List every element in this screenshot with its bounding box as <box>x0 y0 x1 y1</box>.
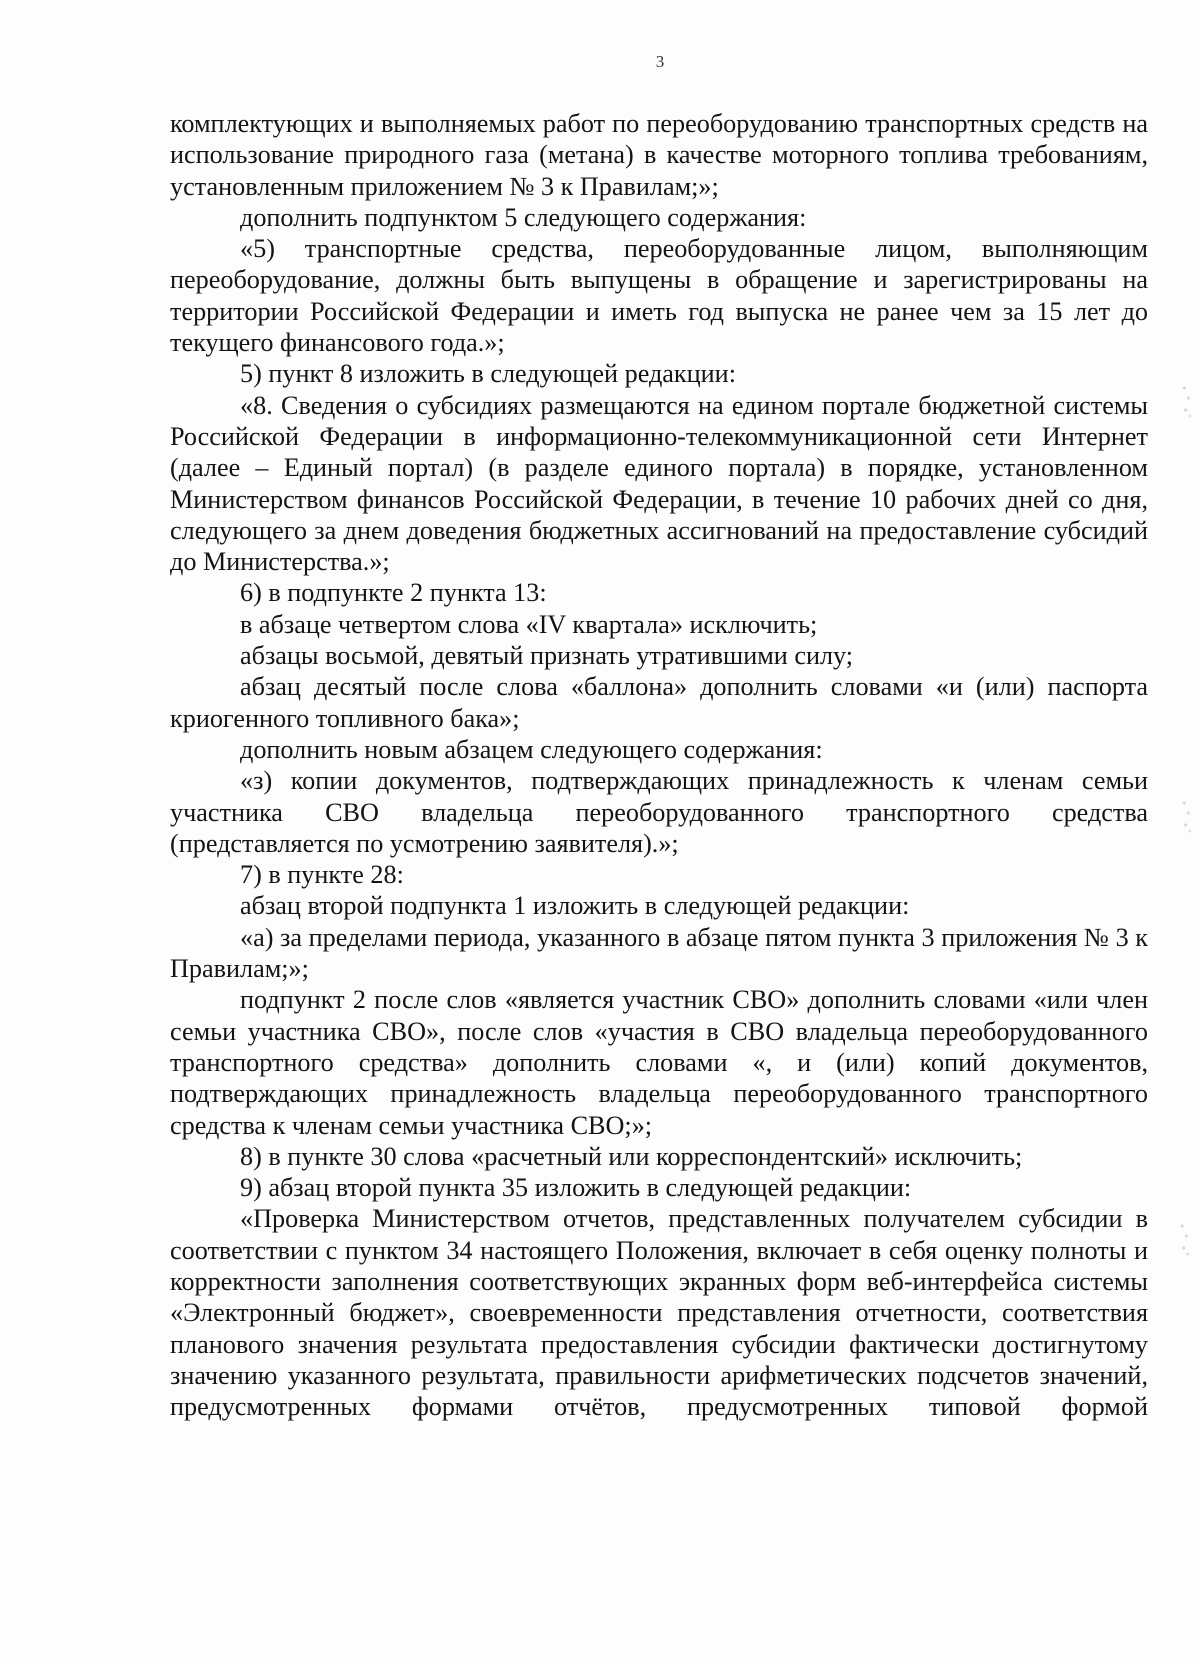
paragraph: 8) в пункте 30 слова «расчетный или корреспондентский» исключить; <box>240 1141 1023 1171</box>
paragraph: комплектующих и выполняемых работ по переоборудованию транспортных средств на использование природного газа (метана) в качестве моторного топлива требованиям, установленным приложением № 3 к Правилам;»; <box>170 109 1148 201</box>
paragraph: абзацы восьмой, девятый признать утратившими силу; <box>240 641 854 671</box>
paragraph: 9) абзац второй пункта 35 изложить в следующей редакции: <box>240 1173 912 1203</box>
scan-artifact <box>1180 380 1194 420</box>
paragraph: 6) в подпункте 2 пункта 13: <box>240 578 547 608</box>
scan-artifact <box>1180 795 1194 835</box>
paragraph: в абзаце четвертом слова «IV квартала» исключить; <box>240 609 818 639</box>
document-body <box>170 108 1148 1422</box>
paragraph: «з) копии документов, подтверждающих принадлежность к членам семьи участника СВО владельца переоборудованного транспортного средства (представляется по усмотрению заявителя).»; <box>170 766 1148 858</box>
paragraph: «8. Сведения о субсидиях размещаются на едином портале бюджетной системы Российской Федерации в информационно-телекоммуникационной сети Интернет (далее – Единый портал) (в разделе единого портала) в порядке, установленном Министерством финансов Российской Федерации, в течение 10 рабочих дней со дня, следующего за днем доведения бюджетных ассигнований на предоставление субсидий до Министерства.»; <box>170 390 1148 577</box>
paragraph: «а) за пределами периода, указанного в абзаце пятом пункта 3 приложения № 3 к Правилам;»; <box>170 922 1148 984</box>
paragraph: подпункт 2 после слов «является участник СВО» дополнить словами «или член семьи участника СВО», после слов «участия в СВО владельца переоборудованного транспортного средства» дополнить словами «, и (или) копий документов, подтверждающих принадлежность владельца переоборудованного транспортного средства к членам семьи участника СВО;»; <box>170 985 1148 1140</box>
paragraph: абзац десятый после слова «баллона» дополнить словами «и (или) паспорта криогенного топливного бака»; <box>170 672 1148 733</box>
paragraph: «5) транспортные средства, переоборудованные лицом, выполняющим переоборудование, должны быть выпущены в обращение и зарегистрированы на территории Российской Федерации и иметь год выпуска не ранее чем за 15 лет до текущего финансового года.»; <box>170 234 1148 358</box>
paragraph: дополнить подпунктом 5 следующего содержания: <box>240 202 807 232</box>
paragraph: «Проверка Министерством отчетов, представленных получателем субсидии в соответствии с пунктом 34 настоящего Положения, включает в себя оценку полноты и корректности заполнения соответствующих экранных форм веб-интерфейса системы «Электронный бюджет», своевременности представления отчетности, соответствия планового значения результата предоставления субсидии фактически достигнутому значению указанного результата, правильности арифметических подсчетов значений, предусмотренных формами отчётов, предусмотренных типовой формой <box>170 1204 1148 1422</box>
paragraph: абзац второй подпункта 1 изложить в следующей редакции: <box>240 891 910 921</box>
paragraph: 5) пункт 8 изложить в следующей редакции: <box>240 359 736 389</box>
paragraph: 7) в пункте 28: <box>240 860 404 890</box>
paragraph: дополнить новым абзацем следующего содержания: <box>240 734 823 764</box>
page-number: 3 <box>655 52 665 71</box>
scan-artifact <box>1178 1218 1192 1258</box>
